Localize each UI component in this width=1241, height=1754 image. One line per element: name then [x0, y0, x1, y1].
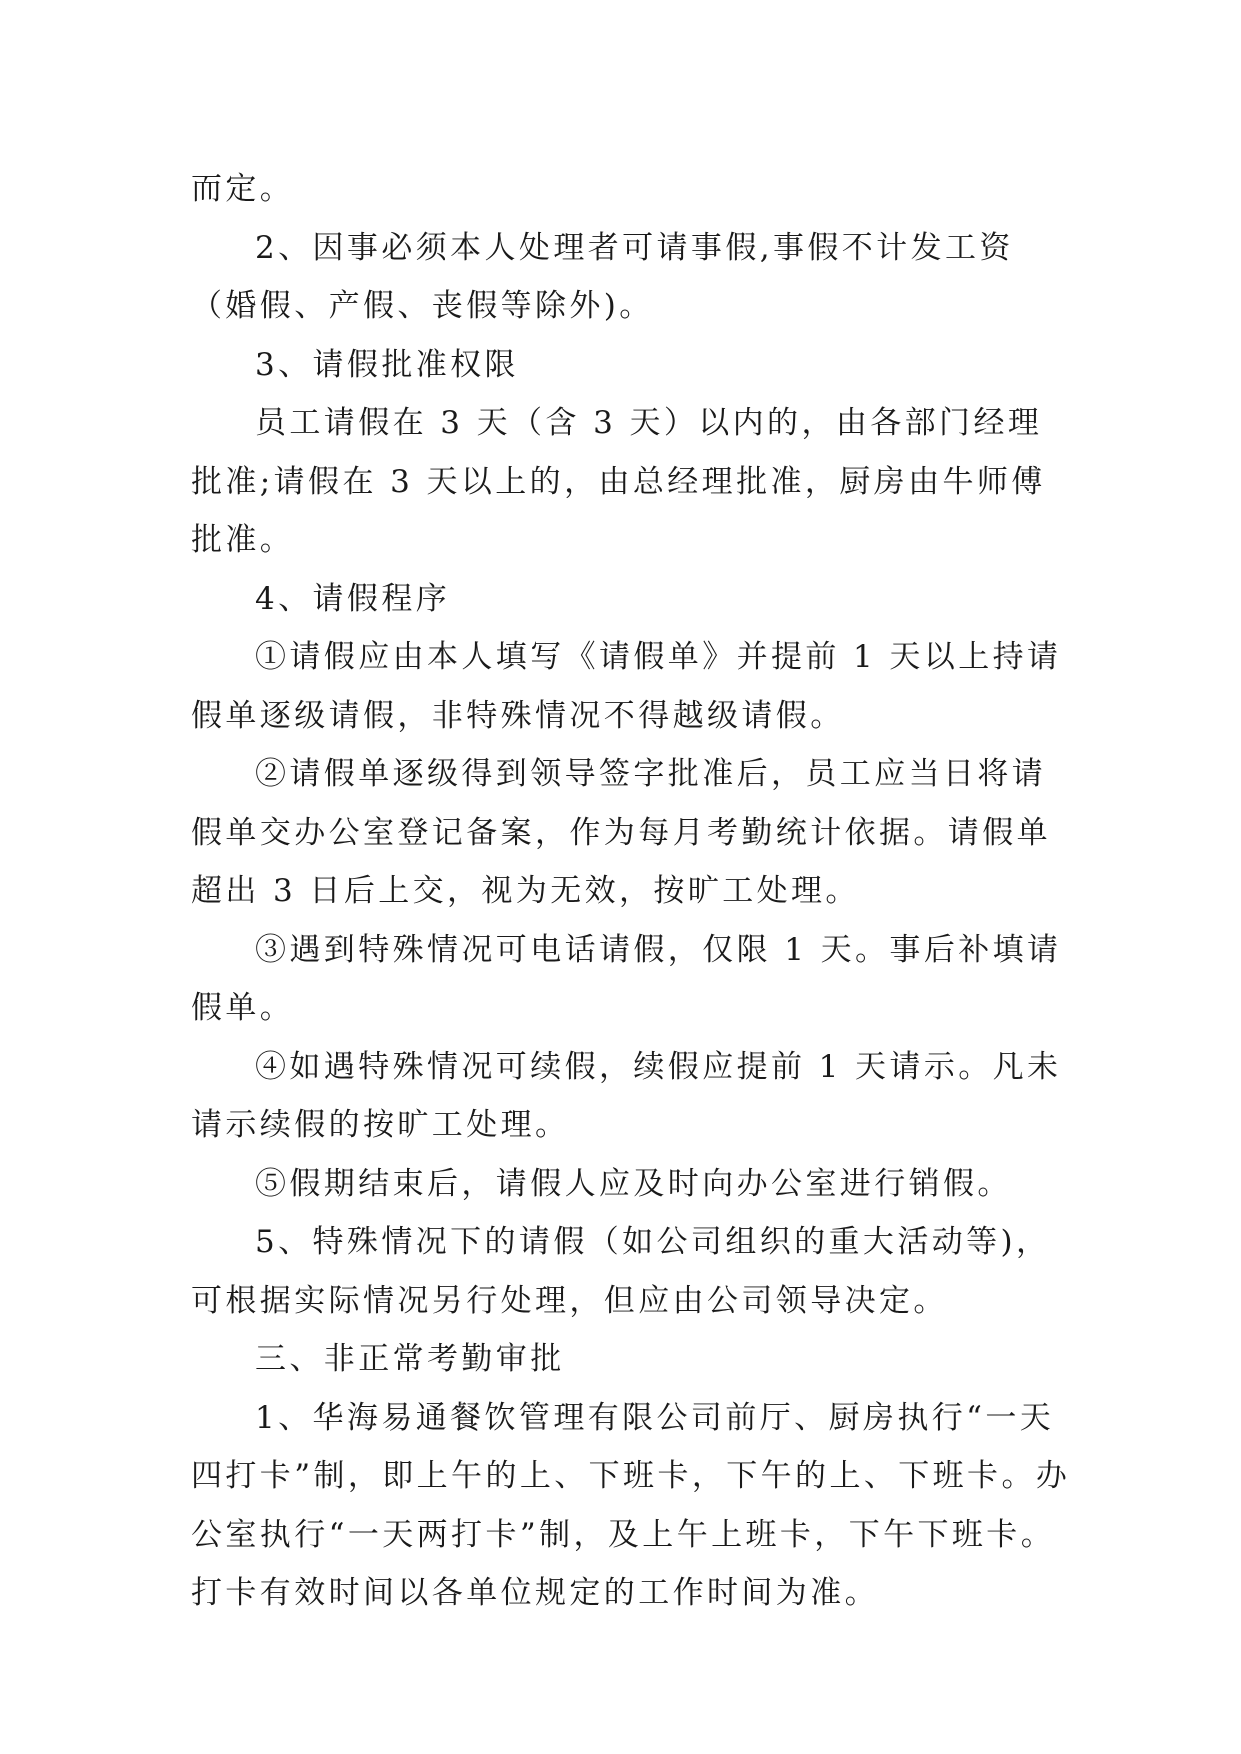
paragraph-procedure-step-1: ①请假应由本人填写《请假单》并提前 1 天以上持请假单逐级请假，非特殊情况不得越级请假。: [191, 639, 1062, 734]
heading-approval-authority: 3、请假批准权限: [255, 346, 519, 383]
paragraph-approval-authority: 员工请假在 3 天（含 3 天）以内的，由各部门经理批准;请假在 3 天以上的，由总经理批准，厨房由牛师傅批准。: [191, 405, 1046, 558]
paragraph-continuation: 而定。: [191, 171, 295, 207]
heading-abnormal-attendance: 三、非正常考勤审批: [255, 1341, 565, 1377]
document-body: [191, 160, 1071, 1623]
paragraph-clock-in-rules: 1、华海易通餐饮管理有限公司前厅、厨房执行“一天四打卡”制，即上午的上、下班卡，下午的上、下班卡。办公室执行“一天两打卡”制，及上午上班卡，下午下班卡。打卡有效时间以各单位规定的工作时间为准。: [191, 1399, 1071, 1611]
paragraph-procedure-step-4: ④如遇特殊情况可续假，续假应提前 1 天请示。凡未请示续假的按旷工处理。: [191, 1048, 1062, 1143]
paragraph-special-leave: 5、特殊情况下的请假（如公司组织的重大活动等)，可根据实际情况另行处理，但应由公司领导决定。: [191, 1224, 1051, 1319]
paragraph-personal-leave: 2、因事必须本人处理者可请事假,事假不计发工资（婚假、产假、丧假等除外)。: [191, 229, 1014, 324]
paragraph-procedure-step-2: ②请假单逐级得到领导签字批准后，员工应当日将请假单交办公室登记备案，作为每月考勤统计依据。请假单超出 3 日后上交，视为无效，按旷工处理。: [191, 756, 1051, 909]
paragraph-procedure-step-5: ⑤假期结束后，请假人应及时向办公室进行销假。: [255, 1165, 1012, 1202]
paragraph-procedure-step-3: ③遇到特殊情况可电话请假，仅限 1 天。事后补填请假单。: [191, 931, 1062, 1026]
heading-leave-procedure: 4、请假程序: [255, 580, 451, 617]
